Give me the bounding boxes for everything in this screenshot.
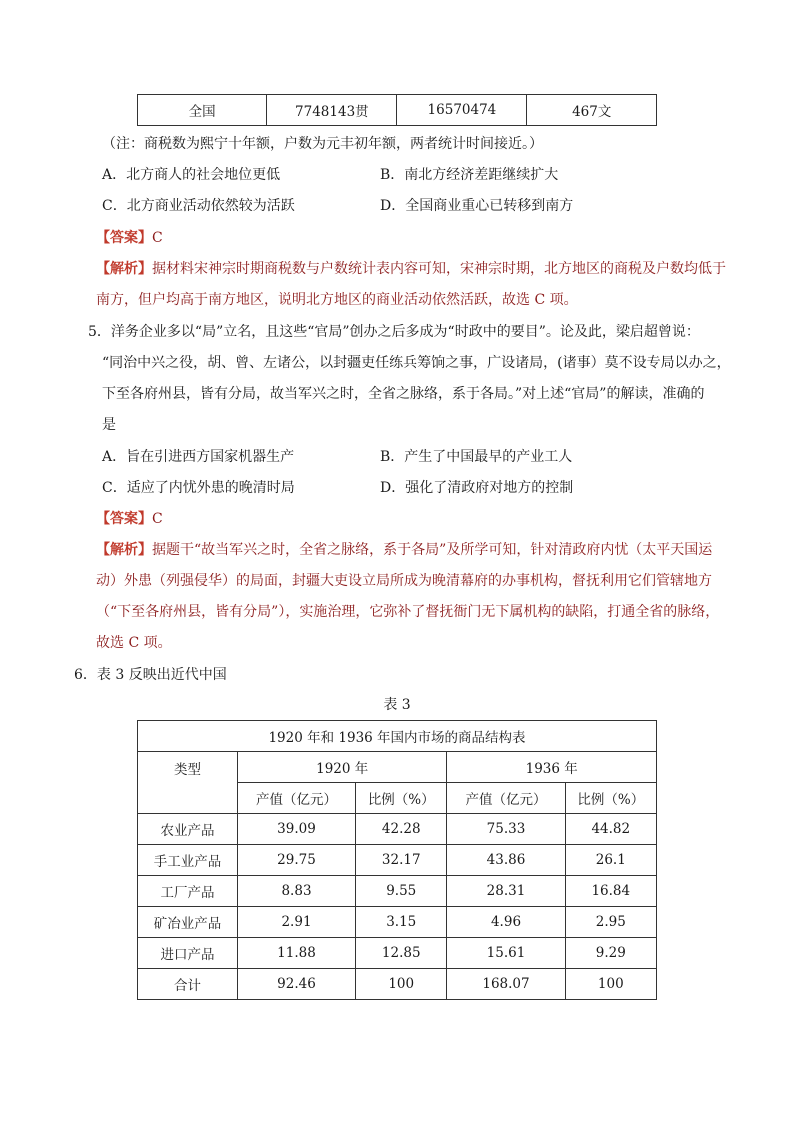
table-cell: 92.46 xyxy=(237,969,355,1000)
answer-tag: 【答案】 xyxy=(96,230,152,246)
table-cell: 28.31 xyxy=(447,876,565,907)
table-row xyxy=(138,938,657,969)
table-cell: 3.15 xyxy=(356,907,447,938)
table-cell: 工厂产品 xyxy=(138,876,238,907)
q5-stem-line2: “同治中兴之役，胡、曾、左诸公，以封疆吏任练兵筹饷之事，广设诸局，(诸事）莫不设专局以办之， xyxy=(102,355,731,371)
analysis-text: 据材料宋神宗时期商税数与户数统计表内容可知，宋神宗时期，北方地区的商税及户数均低于 xyxy=(152,261,726,277)
table-cell: 75.33 xyxy=(447,814,565,845)
table-cell: 100 xyxy=(565,969,656,1000)
table-cell: 16570474 xyxy=(397,95,527,126)
sub-value-header: 产值（亿元） xyxy=(237,783,355,814)
q4-option-c: C．北方商业活动依然较为活跃 xyxy=(102,198,295,214)
top-table xyxy=(137,94,657,126)
table-row xyxy=(138,876,657,907)
q5-analysis-line4: 故选 C 项。 xyxy=(96,635,172,651)
table-row xyxy=(138,814,657,845)
table-row xyxy=(138,95,657,126)
table-caption: 表 3 xyxy=(383,697,411,713)
q4-option-a: A．北方商人的社会地位更低 xyxy=(102,167,281,183)
answer-value: C xyxy=(152,230,163,246)
q5-option-b: B．产生了中国最早的产业工人 xyxy=(380,449,573,465)
table-cell: 2.91 xyxy=(237,907,355,938)
table-cell: 29.75 xyxy=(237,845,355,876)
table-cell: 44.82 xyxy=(565,814,656,845)
table-cell: 全国 xyxy=(138,95,267,126)
sub-value-header: 产值（亿元） xyxy=(447,783,565,814)
table-cell: 手工业产品 xyxy=(138,845,238,876)
q5-option-d: D．强化了清政府对地方的控制 xyxy=(380,480,574,496)
table-header-row xyxy=(138,752,657,783)
sub-ratio-header: 比例（%） xyxy=(356,783,447,814)
q5-analysis-line3: （“下至各府州县，皆有分局”），实施治理，它弥补了督抚衙门无下属机构的缺陷，打通全省的脉络， xyxy=(96,604,720,620)
table-cell: 4.96 xyxy=(447,907,565,938)
q4-note: （注：商税数为熙宁十年额，户数为元丰初年额，两者统计时间接近。） xyxy=(102,136,543,152)
table-cell: 43.86 xyxy=(447,845,565,876)
q6-stem: 6．表 3 反映出近代中国 xyxy=(74,667,227,683)
table-cell: 168.07 xyxy=(447,969,565,1000)
table-cell: 16.84 xyxy=(565,876,656,907)
table-row xyxy=(138,845,657,876)
table-cell: 26.1 xyxy=(565,845,656,876)
q5-analysis-line2: 动）外患（列强侵华）的局面，封疆大吏设立局所成为晚清幕府的办事机构，督抚利用它们管辖地方 xyxy=(96,573,712,589)
q4-answer xyxy=(96,227,163,247)
table-title-row xyxy=(138,721,657,752)
q5-analysis-line1 xyxy=(96,539,712,559)
table-cell: 467文 xyxy=(527,95,657,126)
analysis-text: 据题干“故当军兴之时，全省之脉络，系于各局”及所学可知，针对清政府内忧（太平天国运 xyxy=(152,542,713,558)
sub-ratio-header: 比例（%） xyxy=(565,783,656,814)
table-cell: 12.85 xyxy=(356,938,447,969)
q4-option-b: B．南北方经济差距继续扩大 xyxy=(380,167,559,183)
answer-tag: 【答案】 xyxy=(96,511,152,527)
q4-analysis-line1 xyxy=(96,258,726,278)
analysis-tag: 【解析】 xyxy=(96,542,152,558)
table-cell: 8.83 xyxy=(237,876,355,907)
year2-header: 1936 年 xyxy=(447,752,657,783)
year1-header: 1920 年 xyxy=(237,752,446,783)
commodity-table xyxy=(137,720,657,1000)
table-cell: 42.28 xyxy=(356,814,447,845)
col-type-header: 类型 xyxy=(138,752,238,814)
table-cell: 32.17 xyxy=(356,845,447,876)
table-cell: 100 xyxy=(356,969,447,1000)
table-cell: 39.09 xyxy=(237,814,355,845)
q5-stem-line1: 5．洋务企业多以“局”立名，且这些“官局”创办之后多成为“时政中的要目”。论及此，梁启超曾说： xyxy=(88,324,700,340)
q5-option-c: C．适应了内忧外患的晚清时局 xyxy=(102,480,295,496)
analysis-tag: 【解析】 xyxy=(96,261,152,277)
table-cell: 进口产品 xyxy=(138,938,238,969)
table-cell: 11.88 xyxy=(237,938,355,969)
table-cell: 合计 xyxy=(138,969,238,1000)
q5-option-a: A．旨在引进西方国家机器生产 xyxy=(102,449,295,465)
table-cell: 2.95 xyxy=(565,907,656,938)
q5-stem-line4: 是 xyxy=(102,417,116,433)
table-cell: 9.29 xyxy=(565,938,656,969)
table-cell: 9.55 xyxy=(356,876,447,907)
table-row xyxy=(138,969,657,1000)
table-cell: 7748143贯 xyxy=(267,95,397,126)
q5-stem-line3: 下至各府州县，皆有分局，故当军兴之时，全省之脉络，系于各局。”对上述“官局”的解读，准确的 xyxy=(102,386,705,402)
table-cell: 矿冶业产品 xyxy=(138,907,238,938)
answer-value: C xyxy=(152,511,163,527)
q4-option-d: D．全国商业重心已转移到南方 xyxy=(380,198,574,214)
q4-analysis-line2: 南方，但户均高于南方地区，说明北方地区的商业活动依然活跃，故选 C 项。 xyxy=(96,292,578,308)
table-cell: 农业产品 xyxy=(138,814,238,845)
table-title: 1920 年和 1936 年国内市场的商品结构表 xyxy=(138,721,657,752)
table-row xyxy=(138,907,657,938)
table-cell: 15.61 xyxy=(447,938,565,969)
q5-answer xyxy=(96,508,163,528)
